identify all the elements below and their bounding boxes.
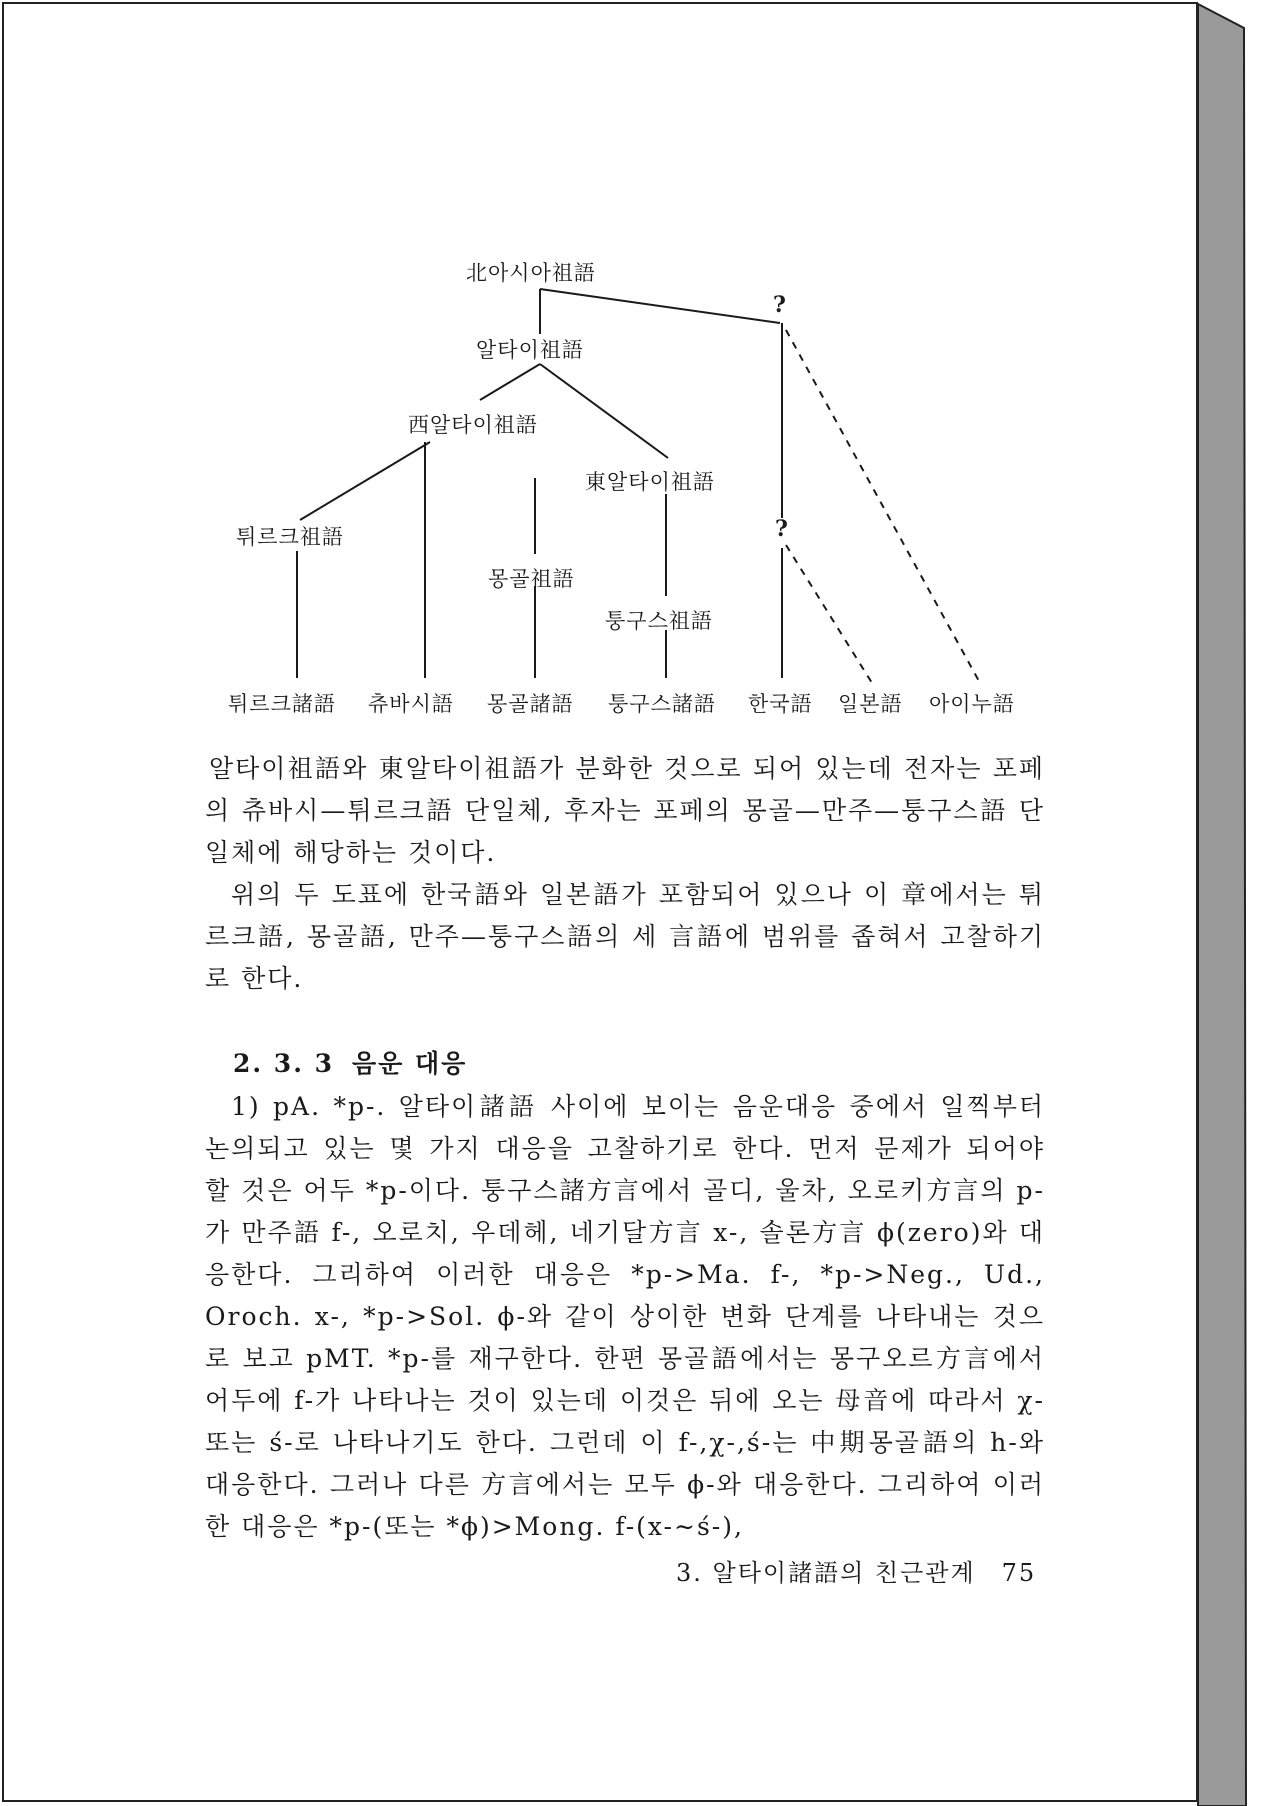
node-unknown-top: ? (773, 292, 786, 318)
edge-qtop-ainu (786, 330, 980, 683)
section-title: 음운 대응 (352, 1049, 468, 1078)
paragraph-2: 위의 두 도표에 한국語와 일본語가 포함되어 있으나 이 章에서는 튀르크語, 몽골語, 만주—퉁구스語의 세 言語에 범위를 좁혀서 고찰하기로 한다. (205, 880, 1045, 993)
node-north-asian-proto: 北아시아祖語 (466, 261, 596, 285)
language-family-tree (0, 0, 1264, 760)
edge-qmid-japanese (786, 545, 872, 683)
leaf-chuvash: 츄바시語 (368, 692, 454, 716)
section-heading (233, 1044, 467, 1080)
leaf-ainu: 아이누語 (929, 692, 1015, 716)
node-proto-mongolic: 몽골祖語 (488, 567, 575, 591)
edge-altaic-east (540, 364, 668, 458)
leaf-japanese: 일본語 (838, 692, 903, 716)
leaf-korean: 한국語 (748, 692, 813, 716)
node-east-altaic: 東알타이祖語 (585, 470, 715, 494)
node-unknown-mid: ? (775, 516, 788, 542)
edge-west-turkic (300, 442, 430, 520)
leaf-tungusic-languages: 퉁구스諸語 (608, 692, 716, 716)
node-west-altaic: 西알타이祖語 (408, 413, 538, 437)
node-proto-altaic: 알타이祖語 (476, 338, 584, 362)
node-proto-turkic: 튀르크祖語 (236, 525, 344, 549)
page-footer (676, 1553, 1036, 1588)
node-proto-tungusic: 퉁구스祖語 (605, 609, 713, 633)
page-number: 75 (1001, 1559, 1037, 1587)
section-number: 2. 3. 3 (233, 1049, 334, 1078)
tree-edges (0, 0, 1264, 760)
paragraph-3: 1) pA. *p-. 알타이諸語 사이에 보이는 음운대응 중에서 일찍부터 논의되고 있는 몇 가지 대응을 고찰하기로 한다. 먼저 문제가 되어야 할 것은 어두 *p-이다. 퉁구스諸方言에서 골디, 울차, 오로키方言의 p-가 만주語 f-, 오로치, 우데헤, 네기달方言 x-, 솔론方言 ϕ(zero)와 대응한다. 그리하여 이러한 대응은 *p->Ma. f-, *p->Neg., Ud., Oroch. x-, *p->Sol. ϕ-와 같이 상이한 변화 단계를 나타내는 것으로 보고 pMT. *p-를 재구한다. 한편 몽골語에서는 몽구오르方言에서 어두에 f-가 나타나는 것이 있는데 이것은 뒤에 오는 母音에 따라서 χ- 또는 ś-로 나타나기도 한다. 그런데 이 f-,χ-,ś-는 中期몽골語의 h-와 대응한다. 그러나 다른 方言에서는 모두 ϕ-와 대응한다. 그리하여 이러한 대응은 *p-(또는 *ϕ)>Mong. f-(x-∼ś-), (205, 1092, 1045, 1541)
leaf-mongolic-languages: 몽골諸語 (487, 692, 574, 716)
paragraph-1: 알타이祖語와 東알타이祖語가 분화한 것으로 되어 있는데 전자는 포페의 츄바시—튀르크語 단일체, 후자는 포페의 몽골—만주—퉁구스語 단일체에 해당하는 것이다. (205, 754, 1045, 867)
edge-altaic-west (480, 364, 540, 400)
edge-root-qtop (540, 289, 780, 323)
running-footer-chapter: 3. 알타이諸語의 친근관계 (676, 1559, 976, 1587)
leaf-turkic-languages: 튀르크諸語 (228, 692, 336, 716)
